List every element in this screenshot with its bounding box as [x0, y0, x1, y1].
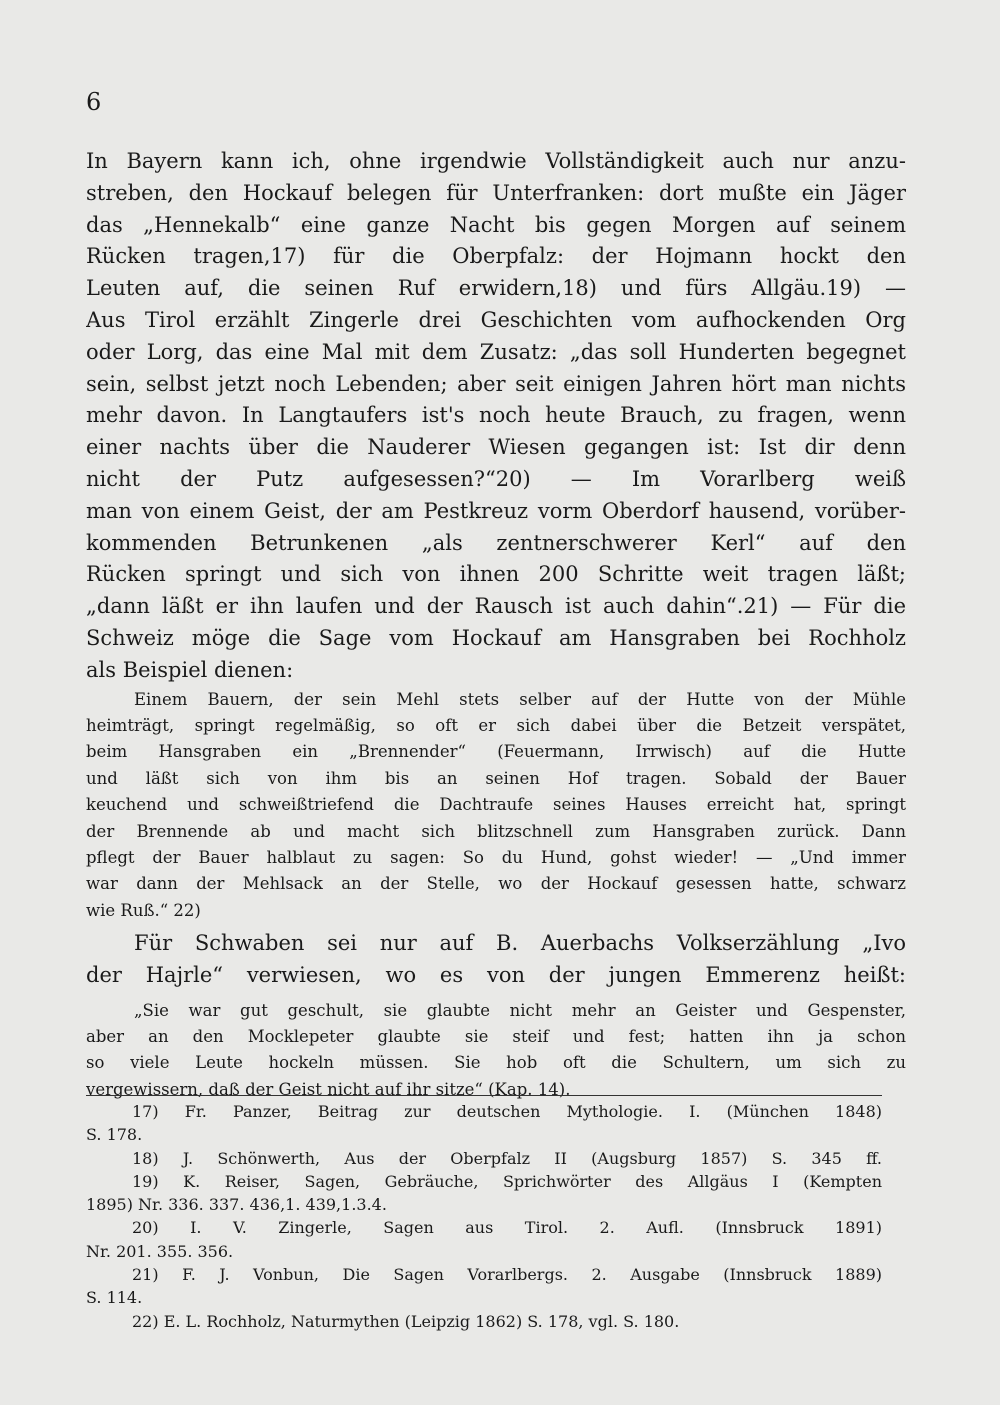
text-line: Schweiz möge die Sage vom Hockauf am Hansgraben bei Rochholz	[86, 625, 906, 650]
quote-1	[86, 687, 906, 925]
text-line: das „Hennekalb“ eine ganze Nacht bis gegen Morgen auf seinem	[86, 212, 906, 237]
text-line: der Hajrle“ verwiesen, wo es von der jungen Emmerenz heißt:	[86, 962, 906, 987]
text-line: mehr davon. In Langtaufers ist's noch heute Brauch, zu fragen, wenn	[86, 403, 906, 428]
text-line: Aus Tirol erzählt Zingerle drei Geschichten vom aufhockenden Org	[86, 307, 906, 332]
text-line: streben, den Hockauf belegen für Unterfranken: dort mußte ein Jäger	[86, 180, 906, 205]
text-line: als Beispiel dienen:	[86, 657, 294, 682]
quote-2	[86, 998, 906, 1104]
quote-line: der Brennende ab und macht sich blitzschnell zum Hansgraben zurück. Dann	[86, 821, 906, 841]
quote-line: beim Hansgraben ein „Brennender“ (Feuermann, Irrwisch) auf die Hutte	[86, 742, 906, 762]
paragraph-2	[86, 928, 906, 992]
text-line: Rücken springt und sich von ihnen 200 Schritte weit tragen läßt;	[86, 562, 906, 587]
text-line: einer nachts über die Nauderer Wiesen gegangen ist: Ist dir denn	[86, 435, 906, 460]
quote-line: „Sie war gut geschult, sie glaubte nicht mehr an Geister und Gespenster,	[134, 1000, 906, 1020]
footnote-line: 22) E. L. Rochholz, Naturmythen (Leipzig 1862) S. 178, vgl. S. 180.	[132, 1311, 680, 1331]
quote-line: Einem Bauern, der sein Mehl stets selber auf der Hutte von der Mühle	[134, 689, 906, 709]
footnotes	[86, 1100, 882, 1333]
text-line: „dann läßt er ihn laufen und der Rausch ist auch dahin“.21) — Für die	[86, 594, 906, 619]
footnote-line: 18) J. Schönwerth, Aus der Oberpfalz II (Augsburg 1857) S. 345 ff.	[132, 1148, 882, 1168]
footnote-line: 17) Fr. Panzer, Beitrag zur deutschen Mythologie. I. (München 1848)	[132, 1102, 882, 1121]
text-line: man von einem Geist, der am Pestkreuz vorm Oberdorf hausend, vorüber-	[86, 498, 906, 523]
quote-line: aber an den Mocklepeter glaubte sie steif und fest; hatten ihn ja schon	[86, 1027, 906, 1047]
footnote-line: Nr. 201. 355. 356.	[86, 1241, 234, 1261]
quote-line: pflegt der Bauer halblaut zu sagen: So du Hund, gohst wieder! — „Und immer	[86, 847, 906, 867]
text-line: Rücken tragen,17) für die Oberpfalz: der Hojmann hockt den	[86, 244, 906, 269]
text-line: kommenden Betrunkenen „als zentnerschwerer Kerl“ auf den	[86, 530, 906, 555]
paragraph-1	[86, 146, 906, 687]
text-line: sein, selbst jetzt noch Lebenden; aber seit einigen Jahren hört man nichts	[86, 371, 906, 396]
footnote-line: 1895) Nr. 336. 337. 436,1. 439,1.3.4.	[86, 1195, 387, 1215]
text-line: oder Lorg, das eine Mal mit dem Zusatz: „das soll Hunderten begegnet	[86, 339, 906, 364]
quote-line: vergewissern, daß der Geist nicht auf ihr sitze“ (Kap. 14).	[86, 1079, 571, 1099]
body-text	[86, 146, 906, 1103]
quote-line: und läßt sich von ihm bis an seinen Hof tragen. Sobald der Bauer	[86, 768, 906, 788]
footnote-line: S. 114.	[86, 1288, 143, 1308]
footnote-line: 19) K. Reiser, Sagen, Gebräuche, Sprichwörter des Allgäus I (Kempten	[132, 1171, 882, 1191]
text-line: Leuten auf, die seinen Ruf erwidern,18) und fürs Allgäu.19) —	[86, 276, 906, 301]
text-line: In Bayern kann ich, ohne irgendwie Vollständigkeit auch nur anzu-	[86, 149, 906, 173]
quote-line: so viele Leute hockeln müssen. Sie hob oft die Schultern, um sich zu	[86, 1053, 906, 1073]
quote-line: war dann der Mehlsack an der Stelle, wo der Hockauf gesessen hatte, schwarz	[86, 874, 906, 894]
quote-line: wie Ruß.“ 22)	[86, 900, 201, 920]
text-line: nicht der Putz aufgesessen?“20) — Im Vorarlberg weiß	[86, 466, 906, 491]
quote-line: keuchend und schweißtriefend die Dachtraufe seines Hauses erreicht hat, springt	[86, 795, 906, 815]
footnote-line: 21) F. J. Vonbun, Die Sagen Vorarlbergs. 2. Ausgabe (Innsbruck 1889)	[132, 1265, 882, 1285]
text-line: Für Schwaben sei nur auf B. Auerbachs Volkserzählung „Ivo	[134, 931, 906, 956]
quote-line: heimträgt, springt regelmäßig, so oft er sich dabei über die Betzeit verspätet,	[86, 715, 906, 735]
page-number: 6	[86, 88, 102, 116]
footnote-line: S. 178.	[86, 1125, 143, 1145]
footnote-divider	[86, 1095, 882, 1096]
footnote-line: 20) I. V. Zingerle, Sagen aus Tirol. 2. Aufl. (Innsbruck 1891)	[132, 1218, 882, 1238]
